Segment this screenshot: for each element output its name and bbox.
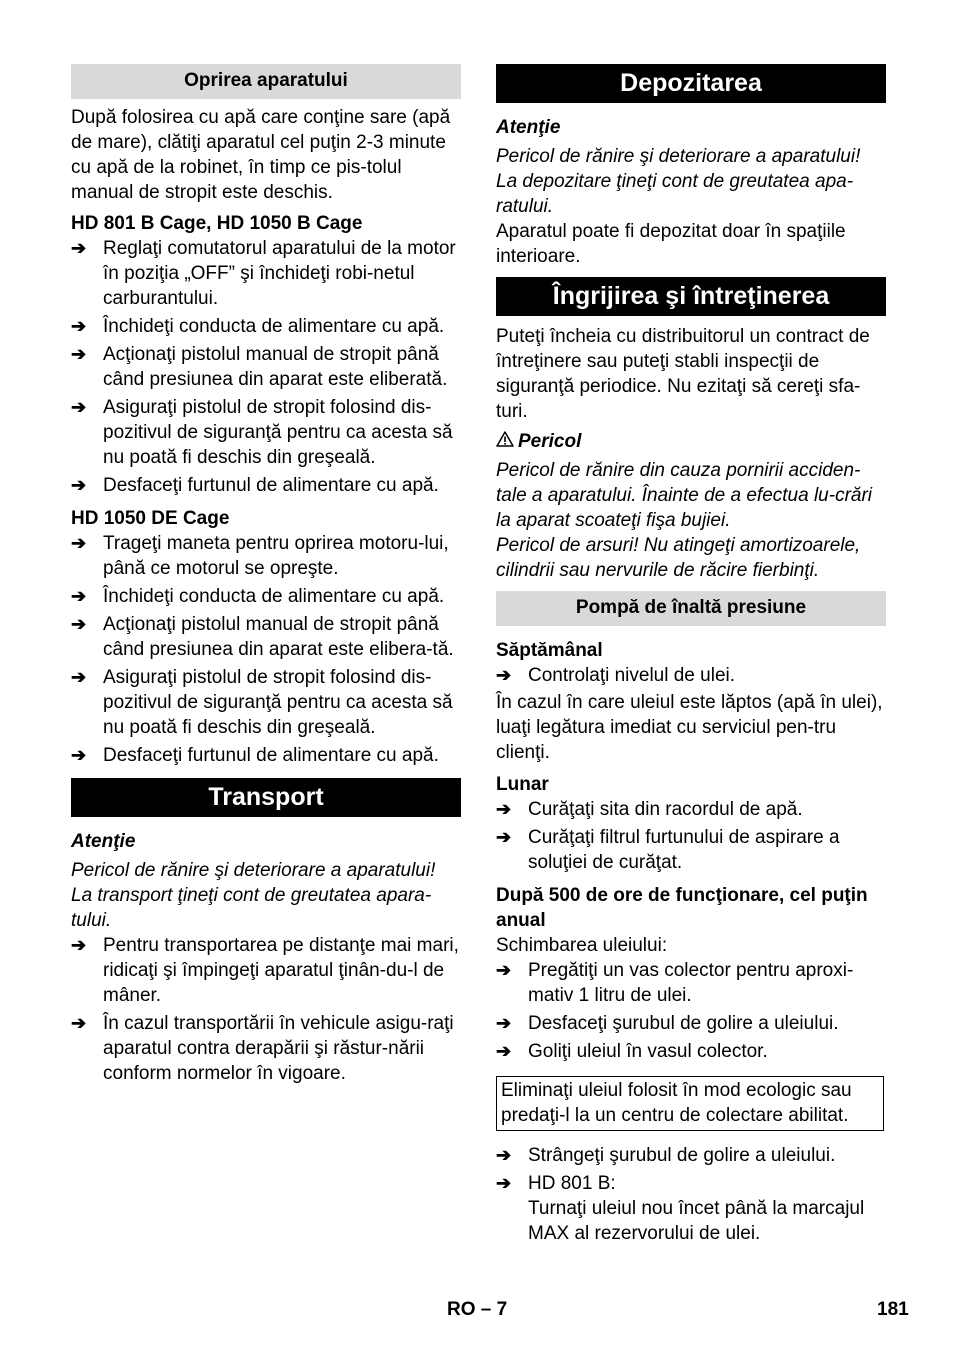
steps-list-3 [71, 933, 461, 1086]
storage-paragraph: Aparatul poate fi depozitat doar în spaţiile interioare. [496, 221, 846, 267]
list-item: ➔ HD 801 B: [496, 1173, 616, 1194]
arrow-icon: ➔ [71, 533, 87, 553]
subheading-monthly: Lunar [496, 774, 549, 795]
steps-list-2 [71, 531, 461, 768]
list-item: ➔ În cazul transportării în vehicule asigu-raţi aparatul contra derapării şi răstur-nării conform normelor în vigoare. [71, 1013, 454, 1084]
arrow-icon: ➔ [496, 799, 512, 819]
final-paragraph: Turnaţi uleiul nou încet până la marcajul MAX al rezervorului de ulei. [528, 1198, 865, 1244]
arrow-icon: ➔ [496, 1041, 512, 1061]
warning-triangle-icon [496, 429, 518, 454]
attention-label: Atenţie [496, 117, 561, 138]
list-item: ➔ Pregătiţi un vas colector pentru aproxi-mativ 1 litru de ulei. [496, 960, 854, 1006]
list-item: ➔ Asiguraţi pistolul de stropit folosind dis-pozitivul de siguranţă pentru ca acesta să nu poată fi deschis din greşeală. [71, 397, 453, 468]
list-item: ➔ Goliţi uleiul în vasul colector. [496, 1041, 768, 1062]
arrow-icon: ➔ [496, 665, 512, 685]
right-column [496, 64, 886, 1246]
oil-change-label: Schimbarea uleiului: [496, 935, 668, 956]
arrow-icon: ➔ [71, 344, 87, 364]
list-item: ➔ Pentru transportarea pe distanţe mai mari, ridicaţi şi împingeţi aparatul ţinân-du-l de mâner. [71, 935, 459, 1006]
arrow-icon: ➔ [71, 397, 87, 417]
list-item: ➔ Acţionaţi pistolul manual de stropit până când presiunea din aparat este elibera-tă. [71, 614, 454, 660]
section-title-pompa: Pompă de înaltă presiune [496, 591, 886, 626]
subheading-hd1050: HD 1050 DE Cage [71, 508, 230, 529]
arrow-icon: ➔ [71, 316, 87, 336]
environment-note-box: Eliminaţi uleiul folosit în mod ecologic sau predaţi-l la un centru de colectare abilitat. [496, 1076, 884, 1131]
section-title-ingrijirea: Îngrijirea şi întreţinerea [496, 277, 886, 316]
list-item: ➔ Asiguraţi pistolul de stropit folosind dis-pozitivul de siguranţă pentru ca acesta să nu poată fi deschis din greşeală. [71, 667, 453, 738]
list-item: ➔ Acţionaţi pistolul manual de stropit până când presiunea din aparat este eliberată. [71, 344, 448, 390]
attention-label: Atenţie [71, 831, 136, 852]
intro-paragraph: După folosirea cu apă care conţine sare (apă de mare), clătiţi aparatul cel puţin 2-3 minute cu apă de la robinet, în timp ce pis-tolul manual de stropit este deschis. [71, 107, 451, 203]
danger-text-burn: Pericol de arsuri! Nu atingeţi amortizoarele, cilindrii sau nervurile de răcire fierbinţi. [496, 535, 861, 581]
arrow-icon: ➔ [71, 935, 87, 955]
left-column [71, 64, 461, 1086]
arrow-icon: ➔ [496, 960, 512, 980]
steps-list-1 [71, 236, 461, 498]
arrow-icon: ➔ [71, 667, 87, 687]
list-item: ➔ Desfaceţi furtunul de alimentare cu apă. [71, 745, 439, 766]
weekly-paragraph: În cazul în care uleiul este lăptos (apă în ulei), luaţi legătura imediat cu serviciul pen-tru clienţi. [496, 692, 883, 763]
list-item: ➔ Închideţi conducta de alimentare cu apă. [71, 316, 445, 337]
attention-text: Pericol de rănire şi deteriorare a aparatului! La depozitare ţineţi cont de greutatea apa-ratului. [496, 146, 861, 217]
care-paragraph: Puteţi încheia cu distribuitorul un contract de întreţinere sau puteţi stabli inspecţii de siguranţă periodice. Nu ezitaţi să cereţi sfa-turi. [496, 326, 870, 422]
oil-list [496, 958, 886, 1064]
attention-text: Pericol de rănire şi deteriorare a aparatului! La transport ţineţi cont de greutatea apara-tului. [71, 860, 436, 931]
footer-section-label: RO – 7 [447, 1299, 508, 1320]
list-item: ➔ Curăţaţi filtrul furtunului de aspirare a soluţiei de curăţat. [496, 827, 840, 873]
danger-heading: Pericol [496, 429, 886, 454]
list-item: ➔ Închideţi conducta de alimentare cu apă. [71, 586, 445, 607]
arrow-icon: ➔ [71, 614, 87, 634]
list-item: ➔ Strângeţi şurubul de golire a uleiului. [496, 1145, 836, 1166]
arrow-icon: ➔ [496, 1145, 512, 1165]
list-item: ➔ Controlaţi nivelul de ulei. [496, 665, 736, 686]
section-title-oprire: Oprirea aparatului [71, 64, 461, 99]
list-item: ➔ Reglaţi comutatorul aparatului de la motor în poziţia „OFF” şi închideţi robi-netul carburantului. [71, 238, 456, 309]
list-item: ➔ Desfaceţi şurubul de golire a uleiului. [496, 1013, 839, 1034]
weekly-list [496, 663, 886, 688]
arrow-icon: ➔ [71, 586, 87, 606]
subheading-500h: După 500 de ore de funcţionare, cel puţin anual [496, 885, 868, 931]
arrow-icon: ➔ [71, 745, 87, 765]
list-item: ➔ Trageţi maneta pentru oprirea motoru-lui, până ce motorul se opreşte. [71, 533, 449, 579]
arrow-icon: ➔ [71, 1013, 87, 1033]
arrow-icon: ➔ [496, 1013, 512, 1033]
section-title-depozitarea: Depozitarea [496, 64, 886, 103]
list-item: ➔ Desfaceţi furtunul de alimentare cu apă. [71, 475, 439, 496]
final-list [496, 1143, 886, 1196]
monthly-list [496, 797, 886, 875]
subheading-weekly: Săptămânal [496, 640, 603, 661]
page-number: 181 [877, 1299, 909, 1320]
list-item: ➔ Curăţaţi sita din racordul de apă. [496, 799, 803, 820]
arrow-icon: ➔ [496, 827, 512, 847]
arrow-icon: ➔ [71, 475, 87, 495]
section-title-transport: Transport [71, 778, 461, 817]
subheading-hd801: HD 801 B Cage, HD 1050 B Cage [71, 213, 363, 234]
danger-text: Pericol de rănire din cauza pornirii acciden-tale a aparatului. Înainte de a efectua lu-crări la aparat scoateţi fişa bujiei. [496, 460, 873, 531]
arrow-icon: ➔ [496, 1173, 512, 1193]
arrow-icon: ➔ [71, 238, 87, 258]
